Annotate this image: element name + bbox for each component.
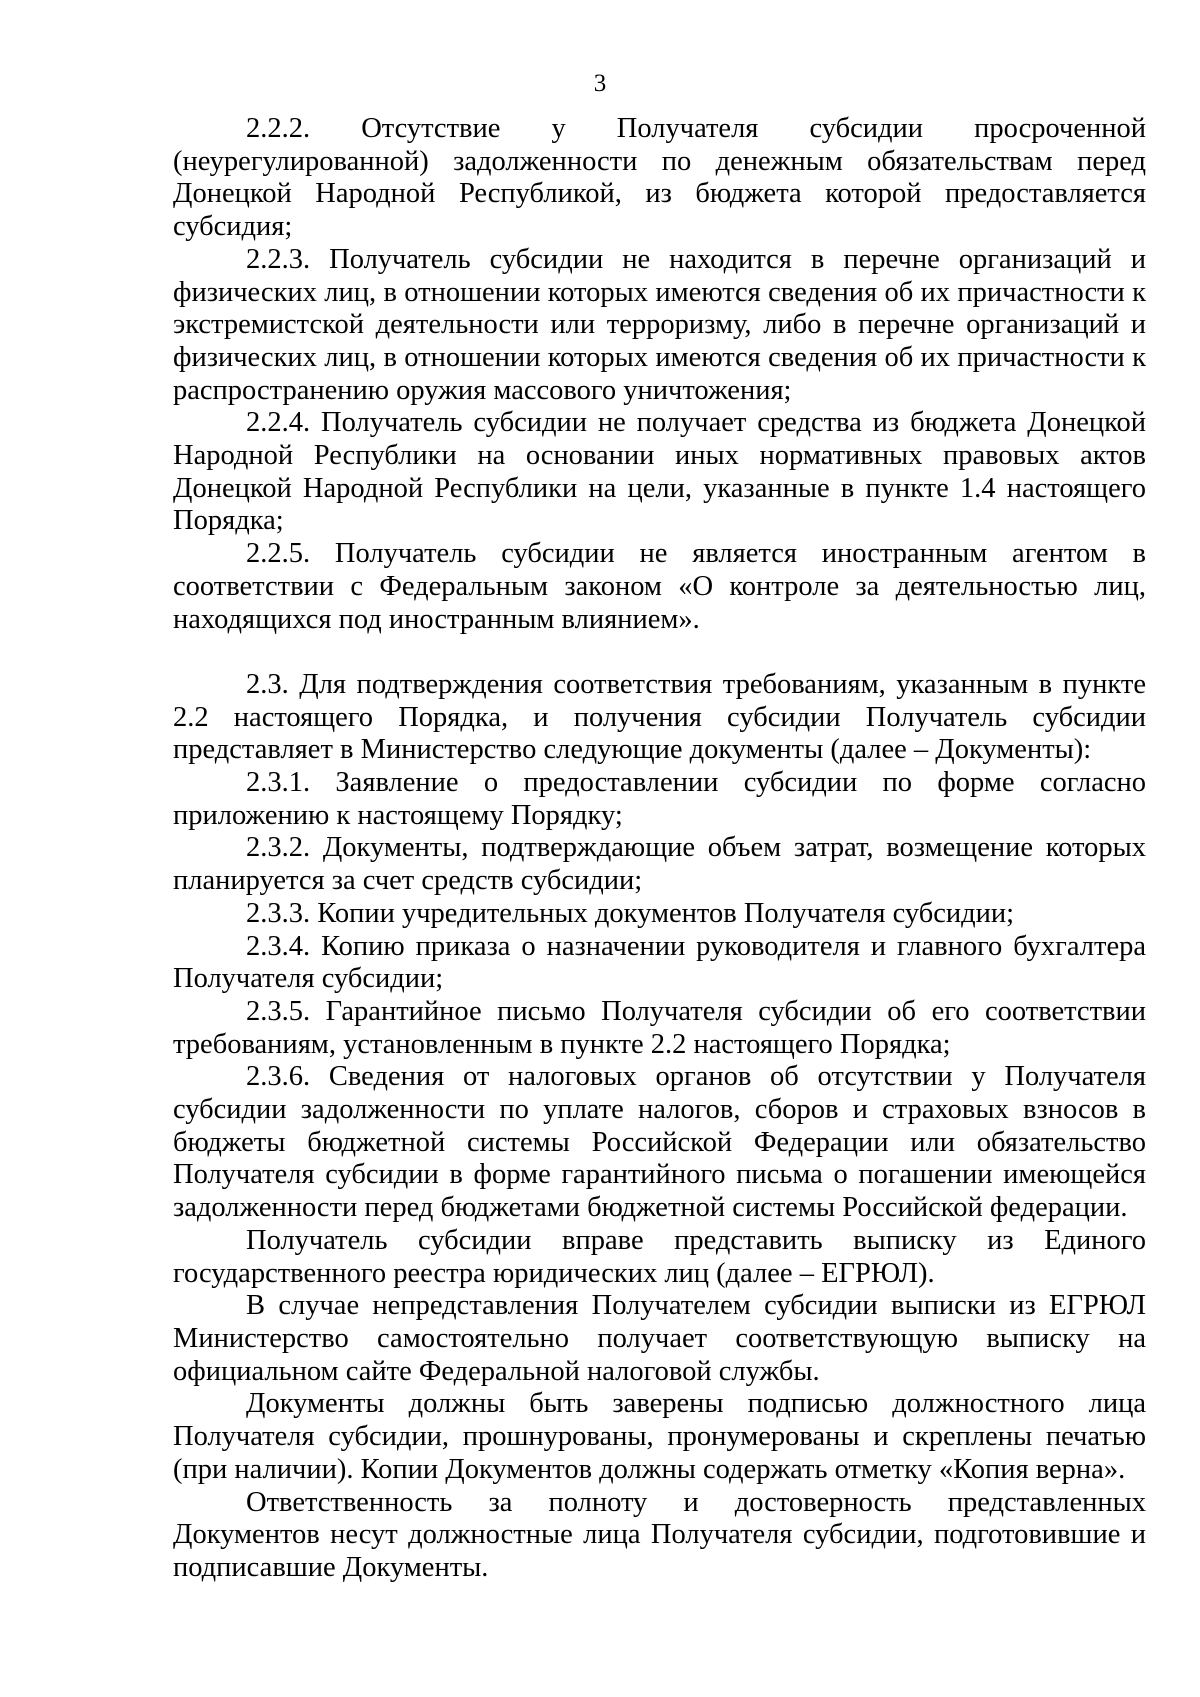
paragraph-2-3-2: 2.3.2. Документы, подтверждающие объем затрат, возмещение которых планируется за счет средств субсидии; bbox=[173, 832, 1146, 897]
paragraph-responsibility: Ответственность за полноту и достоверность представленных Документов несут должностные лица Получателя субсидии, подготовившие и подписавшие Документы. bbox=[173, 1486, 1146, 1583]
paragraph-certification: Документы должны быть заверены подписью должностного лица Получателя субсидии, прошнурованы, пронумерованы и скреплены печатью (при наличии). Копии Документов должны содержать отметку «Копия верна». bbox=[173, 1388, 1146, 1485]
paragraph-2-3-1: 2.3.1. Заявление о предоставлении субсидии по форме согласно приложению к настоящему Порядку; bbox=[173, 767, 1146, 831]
paragraph-egrul-extract: Получатель субсидии вправе представить выписку из Единого государственного реестра юридических лиц (далее – ЕГРЮЛ). bbox=[173, 1224, 1146, 1289]
paragraph-2-2-4: 2.2.4. Получатель субсидии не получает средства из бюджета Донецкой Народной Республики на основании иных нормативных правовых актов Донецкой Народной Республики на цели, указанные в пункте 1.4 настоящего Порядка; bbox=[173, 407, 1146, 537]
paragraph-2-2-5: 2.2.5. Получатель субсидии не является иностранным агентом в соответствии с Федеральным законом «О контроле за деятельностью лиц, находящихся под иностранным влиянием». bbox=[173, 538, 1146, 635]
paragraph-ministry-obtains: В случае непредставления Получателем субсидии выписки из ЕГРЮЛ Министерство самостоятельно получает соответствующую выписку на официальном сайте Федеральной налоговой службы. bbox=[173, 1290, 1146, 1387]
paragraph-2-3-3: 2.3.3. Копии учредительных документов Получателя субсидии; bbox=[246, 897, 1015, 929]
paragraph-2-3-6: 2.3.6. Сведения от налоговых органов об отсутствии у Получателя субсидии задолженности по уплате налогов, сборов и страховых взносов в бюджеты бюджетной системы Российской Федерации или обязательство Получателя субсидии в форме гарантийного письма о погашении имеющейся задолженности перед бюджетами бюджетной системы Российской федерации. bbox=[173, 1061, 1146, 1224]
page-number: 3 bbox=[593, 70, 607, 97]
paragraph-2-3-4: 2.3.4. Копию приказа о назначении руководителя и главного бухгалтера Получателя субсидии; bbox=[173, 930, 1146, 995]
document-body bbox=[173, 113, 1146, 1585]
paragraph-2-2-2: 2.2.2. Отсутствие у Получателя субсидии просроченной (неурегулированной) задолженности по денежным обязательствам перед Донецкой Народной Республикой, из бюджета которой предоставляется субсидия; bbox=[173, 113, 1146, 243]
paragraph-2-3: 2.3. Для подтверждения соответствия требованиям, указанным в пункте 2.2 настоящего Порядка, и получения субсидии Получатель субсидии представляет в Министерство следующие документы (далее – Документы): bbox=[173, 668, 1146, 766]
paragraph-2-2-3: 2.2.3. Получатель субсидии не находится в перечне организаций и физических лиц, в отношении которых имеются сведения об их причастности к экстремистской деятельности или терроризму, либо в перечне организаций и физических лиц, в отношении которых имеются сведения об их причастности к распространению оружия массового уничтожения; bbox=[173, 243, 1146, 406]
paragraph-2-3-5: 2.3.5. Гарантийное письмо Получателя субсидии об его соответствии требованиям, установленным в пункте 2.2 настоящего Порядка; bbox=[173, 995, 1146, 1060]
